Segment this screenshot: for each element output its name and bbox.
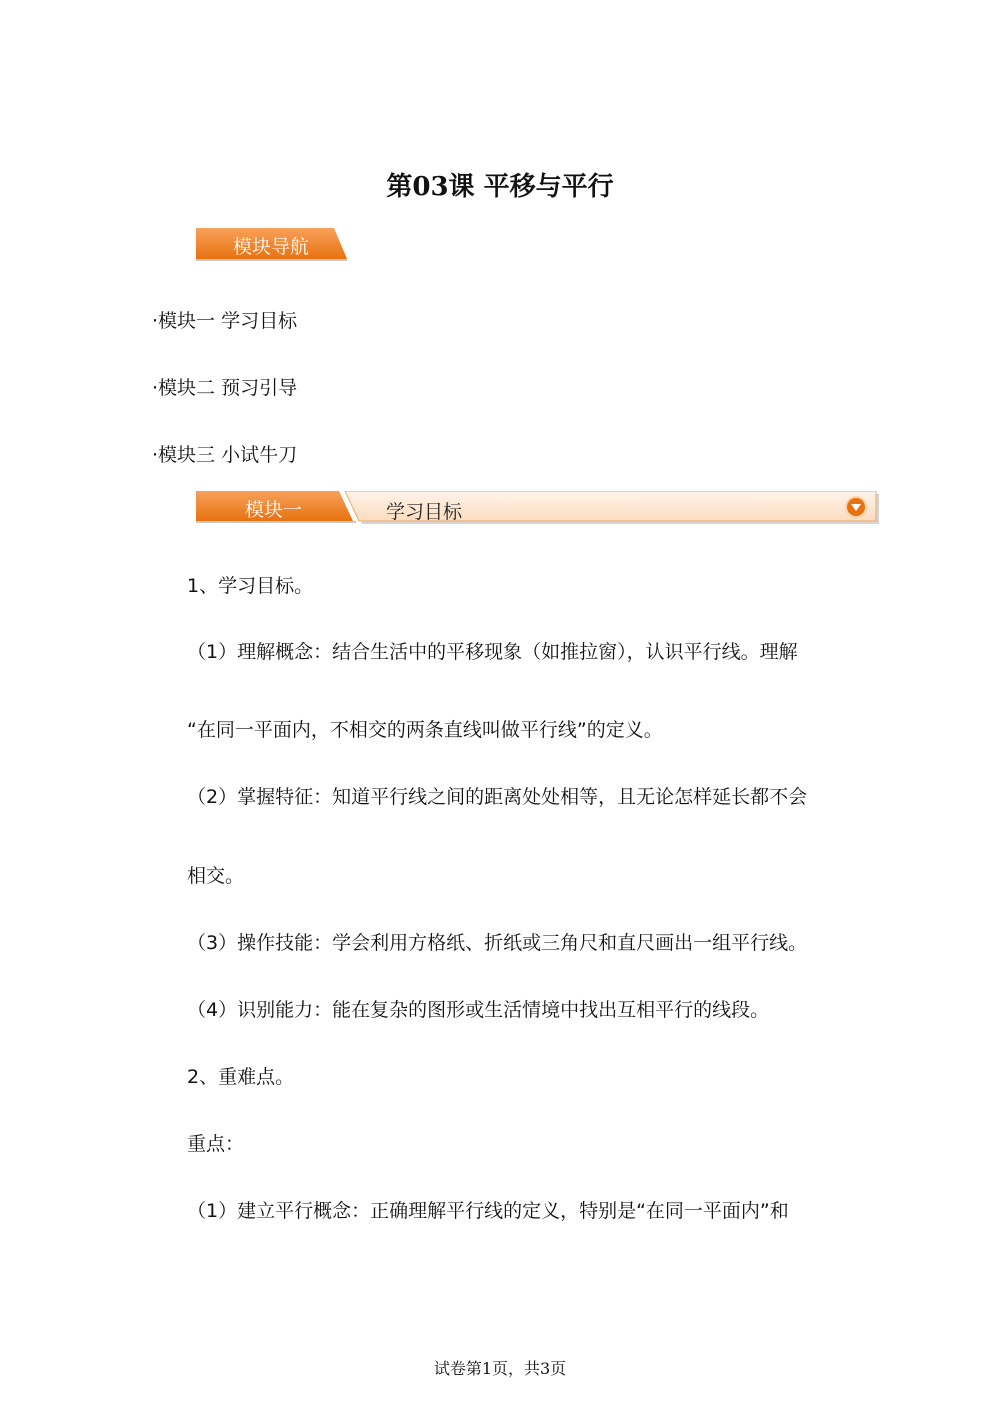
module-number-label: 模块一 <box>244 499 302 521</box>
objective-1-line-1: （1）理解概念：结合生活中的平移现象（如推拉窗），认识平行线。理解 <box>187 641 798 663</box>
objective-2-line-2: 相交。 <box>187 865 245 887</box>
toc-item-module-3[interactable]: ·模块三 小试牛刀 <box>152 444 298 466</box>
objective-1-line-2: “在同一平面内，不相交的两条直线叫做平行线”的定义。 <box>187 719 663 741</box>
toc-item-module-1[interactable]: ·模块一 学习目标 <box>152 310 298 332</box>
module-nav-tab <box>196 228 347 261</box>
module-1-header-bar <box>196 491 880 527</box>
module-name-label: 学习目标 <box>386 501 463 523</box>
chevron-down-circle-icon[interactable] <box>845 496 867 518</box>
objectives-heading: 1、学习目标。 <box>187 575 314 597</box>
objective-2-line-1: （2）掌握特征：知道平行线之间的距离处处相等，且无论怎样延长都不会 <box>187 786 808 808</box>
key-points-heading: 2、重难点。 <box>187 1066 295 1088</box>
key-point-1: （1）建立平行概念：正确理解平行线的定义，特别是“在同一平面内”和 <box>187 1200 789 1222</box>
page-title: 第03课 平移与平行 <box>386 172 614 202</box>
page-footer: 试卷第1页，共3页 <box>433 1359 567 1378</box>
objective-4: （4）识别能力：能在复杂的图形或生活情境中找出互相平行的线段。 <box>187 999 770 1021</box>
nav-tab-label: 模块导航 <box>232 236 309 258</box>
toc-item-module-2[interactable]: ·模块二 预习引导 <box>152 377 298 399</box>
objective-3: （3）操作技能：学会利用方格纸、折纸或三角尺和直尺画出一组平行线。 <box>187 932 808 954</box>
key-points-label: 重点： <box>187 1133 245 1155</box>
